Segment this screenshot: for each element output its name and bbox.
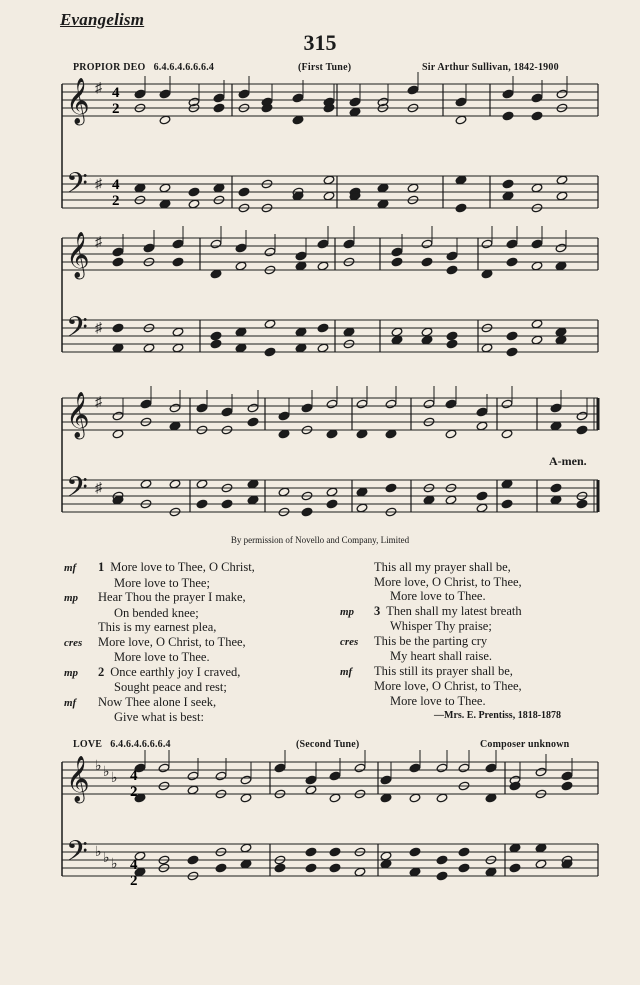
tune2-label: (Second Tune): [296, 739, 360, 750]
dynamic-marking: mf: [340, 665, 353, 678]
dynamic-marking: mp: [340, 605, 355, 618]
note-head: [305, 863, 317, 873]
note-head: [354, 867, 366, 877]
note-head: [509, 843, 521, 853]
note-head: [391, 257, 403, 267]
verse-line: [64, 620, 255, 635]
note-head: [535, 859, 547, 869]
note-head: [356, 503, 368, 513]
tune1-name: PROPIOR DEO: [73, 62, 146, 73]
note-head: [556, 175, 568, 185]
note-head: [409, 867, 421, 877]
verse-line: [64, 590, 255, 606]
verse-text: More love to Thee.: [114, 650, 210, 664]
note-head: [421, 257, 433, 267]
note-head: [240, 793, 252, 803]
note-head: [509, 863, 521, 873]
note-head: [501, 399, 513, 409]
note-head: [550, 495, 562, 505]
note-head: [112, 411, 124, 421]
note-head: [196, 499, 208, 509]
key-signature-icon: ♯: [95, 81, 102, 96]
note-head: [391, 247, 403, 257]
note-head: [436, 855, 448, 865]
note-head: [295, 343, 307, 353]
note-head: [356, 429, 368, 439]
tune1-bass-timesig-top: 4: [112, 177, 120, 193]
note-head: [436, 793, 448, 803]
verse-line: [64, 695, 255, 711]
bass-clef-icon: 𝄢: [66, 471, 88, 511]
note-head: [210, 269, 222, 279]
verse-text: More love to Thee.: [390, 589, 486, 603]
note-head: [305, 785, 317, 795]
tune2-composer: Composer unknown: [480, 739, 570, 750]
verse-line: [64, 560, 255, 576]
note-head: [556, 89, 568, 99]
note-head: [356, 399, 368, 409]
note-head: [172, 343, 184, 353]
note-head: [221, 407, 233, 417]
note-head: [485, 763, 497, 773]
note-head: [172, 257, 184, 267]
note-head: [561, 781, 573, 791]
tune2-bass-timesig-bottom: 2: [130, 873, 138, 889]
note-head: [421, 327, 433, 337]
tune2-meter: 6.4.6.4.6.6.6.4: [110, 739, 171, 750]
tune1-composer: Sir Arthur Sullivan, 1842-1900: [422, 62, 559, 73]
verse-text: Sought peace and rest;: [114, 680, 227, 694]
note-head: [481, 269, 493, 279]
note-head: [134, 183, 146, 193]
key-signature-icon: ♯: [95, 177, 102, 192]
note-head: [531, 93, 543, 103]
time-signatures: [112, 85, 138, 889]
note-head: [187, 785, 199, 795]
note-head: [531, 319, 543, 329]
note-head: [343, 239, 355, 249]
note-head: [445, 429, 457, 439]
verse-text: Whisper Thy praise;: [390, 619, 492, 633]
note-head: [446, 331, 458, 341]
permission-credit: By permission of Novello and Company, Limited: [230, 535, 410, 545]
note-head: [317, 239, 329, 249]
bass-clef-icon: 𝄢: [66, 311, 88, 351]
tune2-name: LOVE: [73, 739, 103, 750]
note-head: [455, 97, 467, 107]
note-head: [380, 851, 392, 861]
note-head: [326, 429, 338, 439]
tune2-header: [73, 739, 171, 750]
note-head: [446, 339, 458, 349]
note-head: [112, 343, 124, 353]
note-head: [158, 763, 170, 773]
note-head: [215, 771, 227, 781]
note-head: [349, 107, 361, 117]
note-head: [377, 199, 389, 209]
verse-line: [340, 589, 522, 604]
bass-clef-icon: 𝄢: [66, 167, 88, 207]
verse-text: Once earthly joy I craved,: [110, 664, 241, 679]
note-head: [481, 239, 493, 249]
note-head: [380, 775, 392, 785]
verse-text: More love, O Christ, to Thee,: [98, 634, 246, 649]
note-head: [501, 499, 513, 509]
note-head: [159, 183, 171, 193]
verse-line: [340, 634, 522, 650]
note-head: [196, 403, 208, 413]
note-head: [238, 89, 250, 99]
key-signature-icon: ♭: [111, 857, 118, 872]
hymn-author: —Mrs. E. Prentiss, 1818-1878: [434, 710, 562, 721]
note-head: [215, 863, 227, 873]
verse-line: [64, 606, 255, 621]
note-head: [385, 429, 397, 439]
note-head: [506, 257, 518, 267]
note-head: [380, 859, 392, 869]
verse-line: [340, 619, 522, 634]
note-head: [561, 771, 573, 781]
treble-clef-icon: 𝄞: [66, 392, 90, 438]
note-head: [274, 763, 286, 773]
note-head: [550, 483, 562, 493]
verse-text: This still its prayer shall be,: [374, 663, 513, 678]
note-head: [555, 327, 567, 337]
note-head: [238, 187, 250, 197]
note-head: [317, 323, 329, 333]
note-head: [210, 331, 222, 341]
note-head: [240, 775, 252, 785]
note-head: [555, 243, 567, 253]
note-head: [455, 115, 467, 125]
note-head: [555, 261, 567, 271]
note-head: [329, 793, 341, 803]
verse-text: More love to Thee;: [114, 575, 210, 590]
note-head: [295, 261, 307, 271]
verse-text: This be the parting cry: [374, 633, 488, 648]
note-head: [305, 775, 317, 785]
note-head: [354, 763, 366, 773]
note-head: [143, 343, 155, 353]
note-head: [535, 843, 547, 853]
verse-text: Give what is best:: [114, 710, 204, 724]
note-head: [213, 103, 225, 113]
key-signature-icon: ♭: [103, 765, 110, 780]
note-heads: [112, 72, 588, 881]
verse-line: [340, 694, 522, 709]
note-head: [169, 479, 181, 489]
note-head: [187, 771, 199, 781]
note-head: [476, 491, 488, 501]
note-head: [423, 495, 435, 505]
note-head: [169, 403, 181, 413]
note-head: [292, 191, 304, 201]
note-head: [531, 335, 543, 345]
amen-text: A-men.: [549, 454, 587, 468]
note-head: [506, 239, 518, 249]
verse-line: [64, 576, 255, 591]
note-head: [502, 111, 514, 121]
note-head: [550, 421, 562, 431]
note-head: [301, 403, 313, 413]
clef-symbols: [66, 78, 118, 875]
note-head: [264, 347, 276, 357]
note-head: [329, 863, 341, 873]
note-head: [485, 867, 497, 877]
verse-text: This is my earnest plea,: [98, 620, 217, 634]
note-head: [210, 239, 222, 249]
tune1-meter: 6.4.6.4.6.6.6.4: [153, 62, 215, 73]
tune2-bass-timesig-top: 4: [130, 857, 138, 873]
note-head: [356, 487, 368, 497]
note-head: [506, 331, 518, 341]
note-head: [455, 203, 467, 213]
dynamic-marking: mf: [64, 562, 77, 574]
note-head: [240, 859, 252, 869]
note-head: [329, 847, 341, 857]
verse-text: This all my prayer shall be,: [374, 560, 511, 574]
verse-text: On bended knee;: [114, 605, 199, 620]
note-head: [446, 251, 458, 261]
bass-clef-icon: 𝄢: [66, 835, 88, 875]
verse-text: More love, O Christ, to Thee,: [374, 679, 522, 693]
note-head: [169, 421, 181, 431]
verse-text: Then shall my latest breath: [386, 603, 522, 618]
dynamic-marking: mp: [64, 592, 79, 604]
dynamic-marking: mf: [64, 696, 77, 709]
note-head: [112, 247, 124, 257]
note-head: [531, 183, 543, 193]
note-head: [143, 243, 155, 253]
note-head: [576, 499, 588, 509]
note-head: [343, 327, 355, 337]
note-head: [421, 335, 433, 345]
tune2-timesig-bottom: 2: [130, 784, 138, 800]
note-head: [172, 239, 184, 249]
section-heading: Evangelism: [60, 10, 145, 29]
note-head: [326, 487, 338, 497]
verse-number: 3: [374, 603, 381, 618]
note-head: [247, 403, 259, 413]
verse-line: [64, 635, 255, 651]
dynamic-marking: mp: [64, 666, 79, 679]
note-head: [502, 179, 514, 189]
note-head: [140, 399, 152, 409]
note-head: [188, 187, 200, 197]
note-head: [385, 399, 397, 409]
tune2-timesig-top: 4: [130, 768, 138, 784]
note-head: [458, 847, 470, 857]
note-head: [458, 763, 470, 773]
note-head: [502, 89, 514, 99]
note-head: [409, 847, 421, 857]
note-head: [264, 247, 276, 257]
note-head: [409, 763, 421, 773]
verse-number: 2: [98, 664, 105, 679]
note-head: [112, 323, 124, 333]
key-signature-icon: ♯: [95, 395, 102, 410]
note-head: [323, 191, 335, 201]
verse-line: [340, 575, 522, 590]
note-head: [445, 399, 457, 409]
verse-text: More love to Thee.: [390, 693, 486, 708]
note-head: [476, 421, 488, 431]
note-head: [535, 767, 547, 777]
note-head: [576, 425, 588, 435]
note-head: [436, 871, 448, 881]
hymn-number: 315: [303, 30, 337, 55]
note-head: [531, 239, 543, 249]
tune1-timesig-bottom: 2: [112, 101, 120, 117]
note-head: [421, 239, 433, 249]
note-head: [481, 343, 493, 353]
note-head: [235, 261, 247, 271]
note-head: [380, 793, 392, 803]
note-head: [187, 855, 199, 865]
verse-line: [64, 665, 255, 681]
verse-line: [340, 604, 522, 620]
note-head: [391, 327, 403, 337]
verses-right-column: [340, 560, 522, 708]
note-head: [292, 93, 304, 103]
verse-line: [340, 560, 522, 575]
key-signature-icon: ♭: [95, 845, 102, 860]
note-head: [436, 763, 448, 773]
key-signature-icon: ♯: [95, 481, 102, 496]
verse-line: [340, 679, 522, 694]
note-head: [213, 93, 225, 103]
note-head: [247, 479, 259, 489]
note-head: [196, 479, 208, 489]
verse-text: Hear Thou the prayer I make,: [98, 590, 246, 604]
note-head: [329, 771, 341, 781]
key-signature-icon: ♯: [95, 321, 102, 336]
note-head: [301, 507, 313, 517]
note-head: [506, 347, 518, 357]
dynamic-marking: cres: [64, 636, 83, 649]
note-head: [458, 863, 470, 873]
key-signature-icon: ♭: [111, 771, 118, 786]
note-head: [423, 399, 435, 409]
tune1-label: (First Tune): [298, 62, 352, 73]
note-head: [213, 183, 225, 193]
note-head: [159, 199, 171, 209]
note-head: [240, 843, 252, 853]
note-head: [446, 265, 458, 275]
treble-clef-icon: 𝄞: [66, 756, 90, 802]
note-head: [556, 191, 568, 201]
verse-line: [340, 649, 522, 664]
note-head: [317, 343, 329, 353]
note-head: [295, 251, 307, 261]
verse-line: [64, 710, 255, 725]
note-head: [550, 403, 562, 413]
note-head: [455, 175, 467, 185]
note-head: [221, 499, 233, 509]
note-head: [247, 495, 259, 505]
note-head: [476, 503, 488, 513]
key-signature-icon: ♯: [95, 235, 102, 250]
note-head: [377, 183, 389, 193]
note-head: [188, 199, 200, 209]
note-head: [317, 261, 329, 271]
note-head: [210, 339, 222, 349]
verses-left-column: [64, 560, 255, 725]
note-head: [112, 495, 124, 505]
note-head: [278, 411, 290, 421]
note-head: [134, 89, 146, 99]
note-head: [407, 85, 419, 95]
note-head: [235, 343, 247, 353]
treble-clef-icon: 𝄞: [66, 232, 90, 278]
note-head: [295, 327, 307, 337]
note-head: [531, 261, 543, 271]
note-head: [561, 859, 573, 869]
verse-text: More love, O Christ, to Thee,: [374, 574, 522, 589]
note-head: [391, 335, 403, 345]
note-head: [445, 495, 457, 505]
note-head: [485, 793, 497, 803]
note-head: [385, 483, 397, 493]
verse-text: More love to Thee, O Christ,: [110, 560, 255, 574]
verse-text: My heart shall raise.: [390, 649, 493, 663]
verse-line: [340, 664, 522, 680]
note-head: [140, 479, 152, 489]
note-head: [247, 417, 259, 427]
note-head: [292, 115, 304, 125]
tune1-timesig-top: 4: [112, 85, 120, 101]
note-head: [235, 243, 247, 253]
note-head: [349, 97, 361, 107]
note-head: [501, 429, 513, 439]
key-signature-icon: ♭: [95, 759, 102, 774]
note-head: [502, 191, 514, 201]
note-head: [305, 847, 317, 857]
note-head: [501, 479, 513, 489]
treble-clef-icon: 𝄞: [66, 78, 90, 124]
note-head: [407, 183, 419, 193]
dynamic-marking: cres: [340, 635, 359, 648]
note-head: [274, 863, 286, 873]
note-head: [326, 499, 338, 509]
note-head: [264, 319, 276, 329]
note-head: [235, 327, 247, 337]
note-head: [159, 89, 171, 99]
note-head: [576, 411, 588, 421]
note-head: [159, 115, 171, 125]
verse-number: 1: [98, 560, 105, 574]
verse-line: [64, 680, 255, 695]
note-head: [555, 335, 567, 345]
key-signature-icon: ♭: [103, 851, 110, 866]
verse-line: [64, 650, 255, 665]
note-head: [278, 487, 290, 497]
note-head: [172, 327, 184, 337]
note-head: [476, 407, 488, 417]
note-head: [326, 399, 338, 409]
note-head: [278, 429, 290, 439]
note-head: [112, 429, 124, 439]
note-head: [112, 257, 124, 267]
tune1-bass-timesig-bottom: 2: [112, 193, 120, 209]
note-head: [323, 175, 335, 185]
verse-text: Now Thee alone I seek,: [98, 694, 217, 709]
note-head: [531, 111, 543, 121]
note-head: [409, 793, 421, 803]
